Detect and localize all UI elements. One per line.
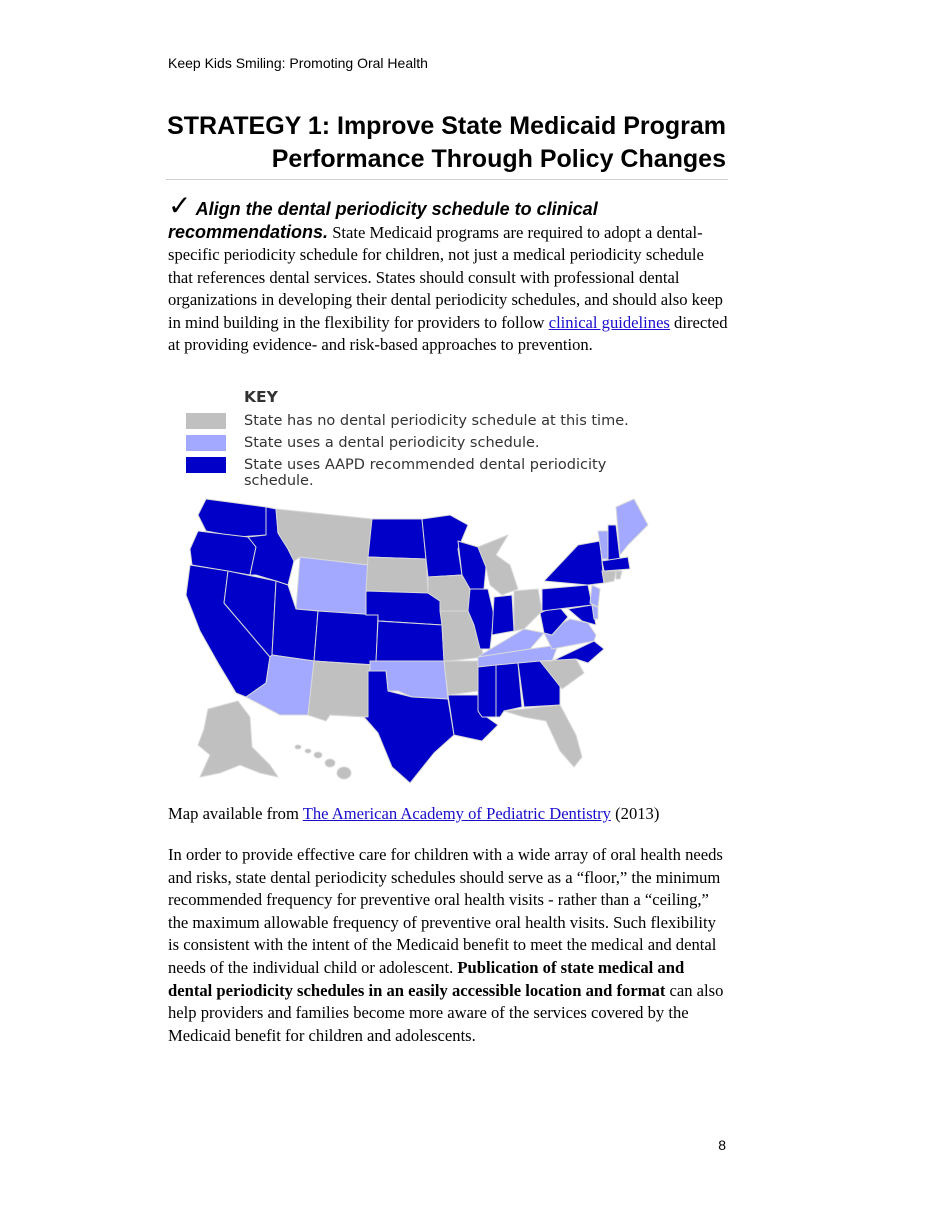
- map-key-title: KEY: [244, 388, 278, 406]
- state-indiana: [492, 595, 514, 635]
- state-connecticut: [602, 571, 616, 583]
- key-label-none: State has no dental periodicity schedule at this time.: [244, 413, 629, 429]
- checkmark-icon: ✓: [168, 189, 192, 222]
- section-lead-line-1: Align the dental periodicity schedule to clinical: [195, 199, 598, 219]
- state-mississippi: [478, 665, 496, 717]
- state-hawaii: [295, 745, 351, 779]
- map-caption: [168, 803, 659, 825]
- running-header: Keep Kids Smiling: Promoting Oral Health: [168, 55, 428, 71]
- clinical-guidelines-link[interactable]: clinical guidelines: [548, 312, 670, 332]
- section-lead-line-2: recommendations.: [168, 221, 329, 242]
- body-text-bold: Publication of state medical and dental periodicity schedules in an easily accessible location and format: [168, 957, 685, 1000]
- state-arkansas: [444, 661, 478, 695]
- state-rhode-island: [616, 571, 622, 579]
- key-label-dental: State uses a dental periodicity schedule.: [244, 435, 540, 451]
- state-ohio: [514, 589, 542, 631]
- aapd-link[interactable]: The American Academy of Pediatric Dentistry: [302, 804, 611, 823]
- state-new-mexico: [308, 661, 370, 721]
- map-key: [178, 385, 668, 489]
- state-kansas: [376, 621, 444, 661]
- state-new-jersey: [590, 585, 600, 607]
- title-line-2: Performance Through Policy Changes: [271, 145, 726, 173]
- state-washington: [198, 499, 266, 537]
- state-florida: [504, 705, 582, 767]
- title-divider: [166, 179, 728, 180]
- body-text-start: In order to provide effective care for children with a wide array of oral health needs and risks, state dental periodicity schedules should serve as a “floor,” the minimum recommended frequency for preventive oral health visits - rather than a “ceiling,” the maximum allowable frequency of preventive oral health visits. Such flexibility is consistent with the intent of the Medicaid benefit to meet the medical and dental needs of the individual child or adolescent.: [168, 845, 723, 977]
- key-label-aapd: State uses AAPD recommended dental periodicity schedule.: [244, 457, 607, 489]
- page-title: [160, 110, 726, 176]
- state-wyoming: [296, 557, 368, 615]
- state-new-york: [544, 541, 604, 585]
- key-swatch-aapd: [186, 457, 226, 473]
- state-alaska: [198, 701, 278, 777]
- key-swatch-none: [186, 413, 226, 429]
- key-swatch-dental: [186, 435, 226, 451]
- title-line-1: STRATEGY 1: Improve State Medicaid Program: [167, 112, 726, 140]
- state-south-dakota: [366, 557, 428, 593]
- section-body-text-end: directed at providing evidence- and risk-based approaches to prevention.: [168, 312, 728, 354]
- state-colorado: [314, 611, 378, 665]
- section-body-text: State Medicaid programs are required to adopt a dental-specific periodicity schedule for children, not just a medical periodicity schedule that references dental services. States should consult with professional dental organizations in developing their dental periodicity schedules, and should also keep in mind building in the flexibility for providers to follow: [168, 222, 723, 332]
- page-number: 8: [718, 1137, 726, 1153]
- state-maine: [616, 499, 648, 555]
- us-states-map: [178, 485, 668, 795]
- body-paragraph: [168, 844, 730, 1047]
- state-alabama: [496, 663, 522, 717]
- caption-suffix: (2013): [610, 804, 660, 823]
- body-text-end: can also help providers and families become more aware of the services covered by the Medicaid benefit for children and adolescents.: [168, 980, 724, 1045]
- caption-prefix: Map available from: [168, 804, 303, 823]
- strategy-section: [168, 189, 728, 357]
- periodicity-map-figure: [178, 385, 668, 795]
- state-north-dakota: [368, 519, 426, 559]
